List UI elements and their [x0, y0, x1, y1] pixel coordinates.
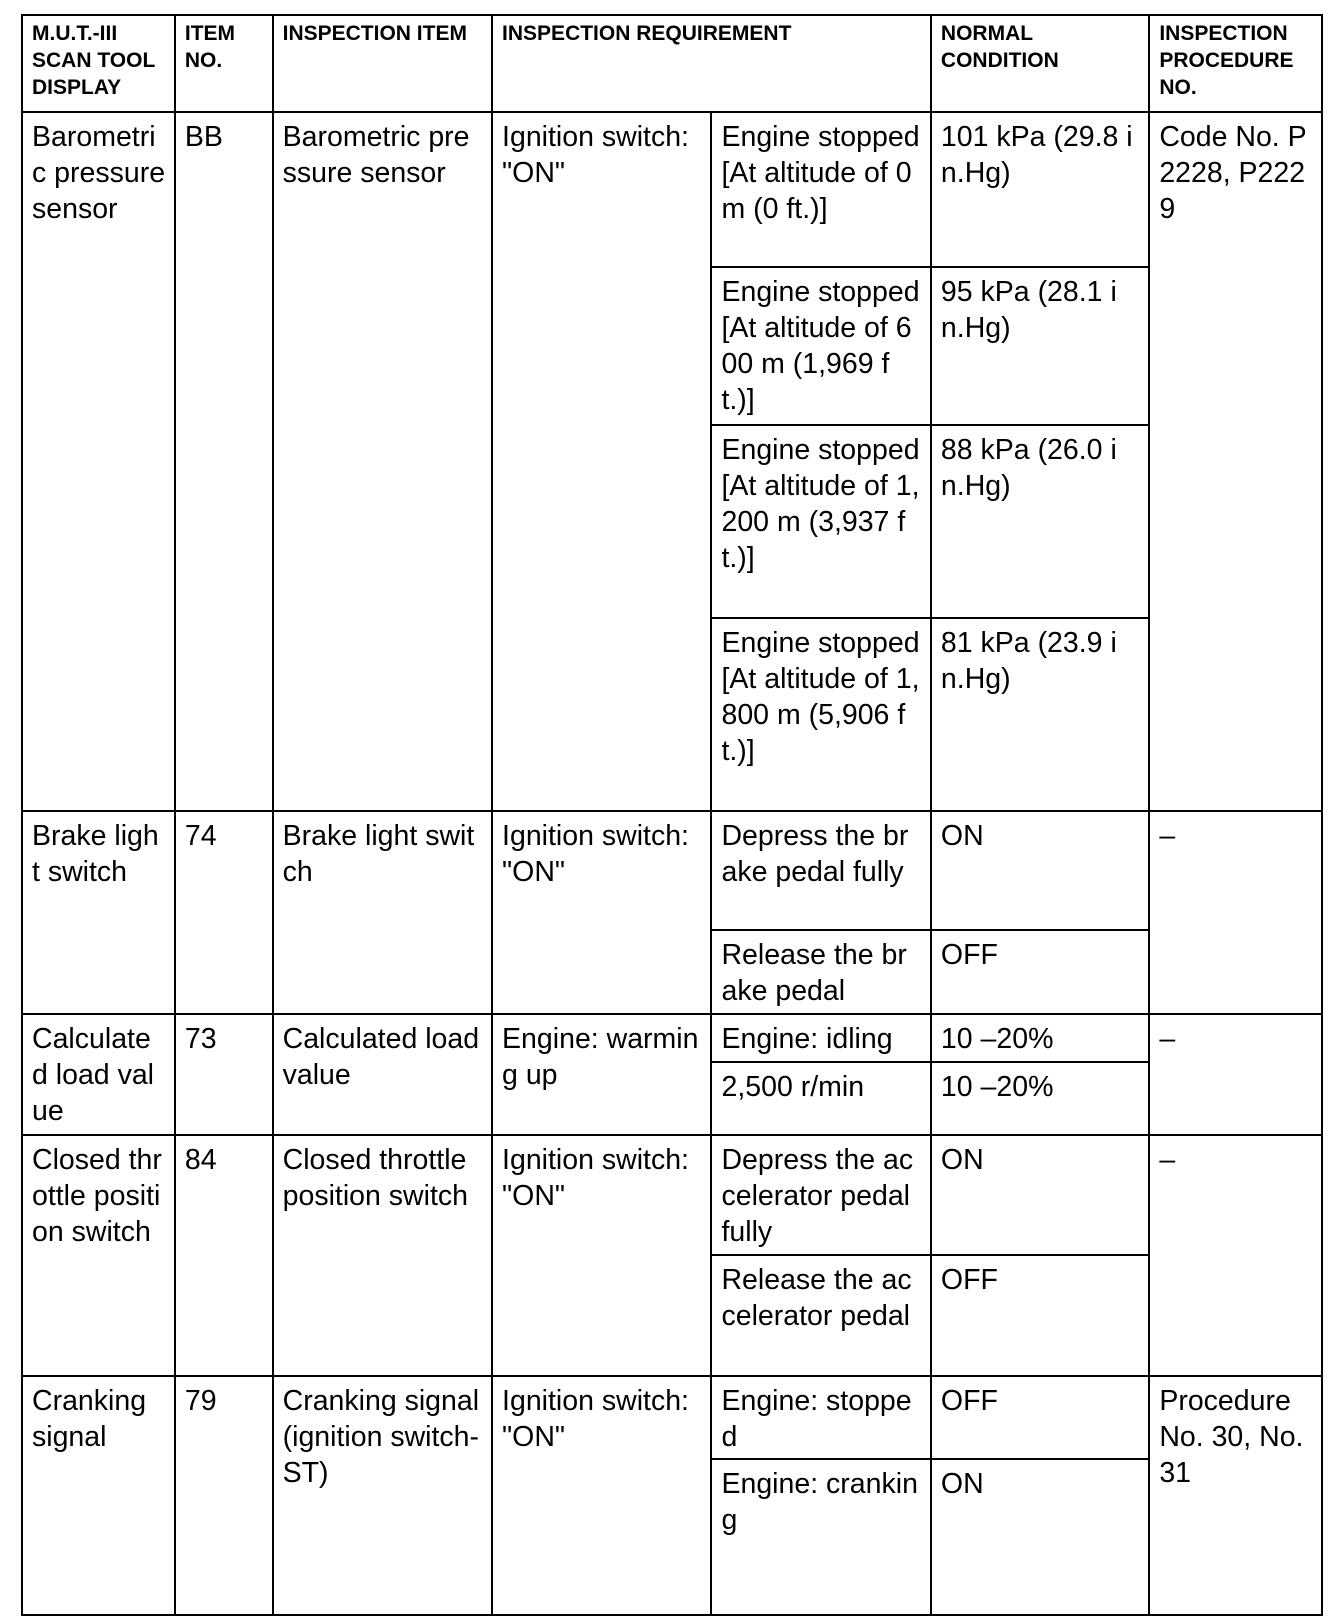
- inspection-item-cell: Cranking signal (ignition switch-ST): [273, 1376, 492, 1615]
- procedure-cell: –: [1149, 811, 1322, 1015]
- condition-detail-cell: Release the accelerator pedal: [711, 1255, 930, 1376]
- inspection-table: [21, 14, 1323, 1616]
- item-no-cell: 84: [175, 1135, 273, 1376]
- item-no-cell: 79: [175, 1376, 273, 1615]
- item-no-cell: 74: [175, 811, 273, 1015]
- condition-detail-cell: Engine: idling: [711, 1014, 930, 1062]
- inspection-item-cell: Brake light switch: [273, 811, 492, 1015]
- inspection-item-cell: Calculated load value: [273, 1014, 492, 1135]
- procedure-cell: –: [1149, 1135, 1322, 1376]
- header-item-no: ITEM NO.: [175, 15, 273, 112]
- normal-condition-cell: OFF: [931, 1255, 1149, 1376]
- normal-condition-cell: 10 –20%: [931, 1014, 1149, 1062]
- table-row: [22, 1014, 1322, 1062]
- header-inspection-item: INSPECTION ITEM: [273, 15, 492, 112]
- requirement-cell: Ignition switch: "ON": [492, 811, 711, 1015]
- inspection-item-cell: Closed throttle position switch: [273, 1135, 492, 1376]
- normal-condition-cell: 101 kPa (29.8 in.Hg): [931, 112, 1149, 268]
- normal-condition-cell: 88 kPa (26.0 in.Hg): [931, 425, 1149, 617]
- procedure-cell: –: [1149, 1014, 1322, 1135]
- condition-detail-cell: Engine stopped [At altitude of 600 m (1,969 ft.)]: [711, 267, 930, 425]
- header-procedure-no: INSPECTION PROCEDURE NO.: [1149, 15, 1322, 112]
- normal-condition-cell: OFF: [931, 930, 1149, 1014]
- condition-detail-cell: Engine: cranking: [711, 1459, 930, 1615]
- condition-detail-cell: Engine stopped [At altitude of 1,200 m (3,937 ft.)]: [711, 425, 930, 617]
- requirement-cell: Ignition switch: "ON": [492, 112, 711, 811]
- display-cell: Barometric pressure sensor: [22, 112, 175, 811]
- normal-condition-cell: OFF: [931, 1376, 1149, 1459]
- normal-condition-cell: 81 kPa (23.9 in.Hg): [931, 618, 1149, 811]
- condition-detail-cell: Depress the accelerator pedal fully: [711, 1135, 930, 1256]
- normal-condition-cell: 10 –20%: [931, 1062, 1149, 1135]
- item-no-cell: BB: [175, 112, 273, 811]
- requirement-cell: Ignition switch: "ON": [492, 1135, 711, 1376]
- normal-condition-cell: ON: [931, 1459, 1149, 1615]
- display-cell: Calculated load value: [22, 1014, 175, 1135]
- header-row: [22, 15, 1322, 112]
- procedure-cell: Code No. P2228, P2229: [1149, 112, 1322, 811]
- requirement-cell: Engine: warming up: [492, 1014, 711, 1135]
- header-inspection-requirement: INSPECTION REQUIREMENT: [492, 15, 931, 112]
- table-row: [22, 811, 1322, 930]
- display-cell: Cranking signal: [22, 1376, 175, 1615]
- condition-detail-cell: Engine stopped [At altitude of 0 m (0 ft.)]: [711, 112, 930, 268]
- condition-detail-cell: Engine: stopped: [711, 1376, 930, 1459]
- table-row: [22, 112, 1322, 268]
- condition-detail-cell: Release the brake pedal: [711, 930, 930, 1014]
- condition-detail-cell: Engine stopped [At altitude of 1,800 m (5,906 ft.)]: [711, 618, 930, 811]
- display-cell: Brake light switch: [22, 811, 175, 1015]
- requirement-cell: Ignition switch: "ON": [492, 1376, 711, 1615]
- normal-condition-cell: ON: [931, 1135, 1149, 1256]
- item-no-cell: 73: [175, 1014, 273, 1135]
- display-cell: Closed throttle position switch: [22, 1135, 175, 1376]
- procedure-cell: Procedure No. 30, No. 31: [1149, 1376, 1322, 1615]
- inspection-item-cell: Barometric pressure sensor: [273, 112, 492, 811]
- normal-condition-cell: 95 kPa (28.1 in.Hg): [931, 267, 1149, 425]
- table-row: [22, 1376, 1322, 1459]
- normal-condition-cell: ON: [931, 811, 1149, 930]
- header-normal-condition: NORMAL CONDITION: [931, 15, 1149, 112]
- condition-detail-cell: Depress the brake pedal fully: [711, 811, 930, 930]
- header-display: M.U.T.-III SCAN TOOL DISPLAY: [22, 15, 175, 112]
- table-row: [22, 1135, 1322, 1256]
- condition-detail-cell: 2,500 r/min: [711, 1062, 930, 1135]
